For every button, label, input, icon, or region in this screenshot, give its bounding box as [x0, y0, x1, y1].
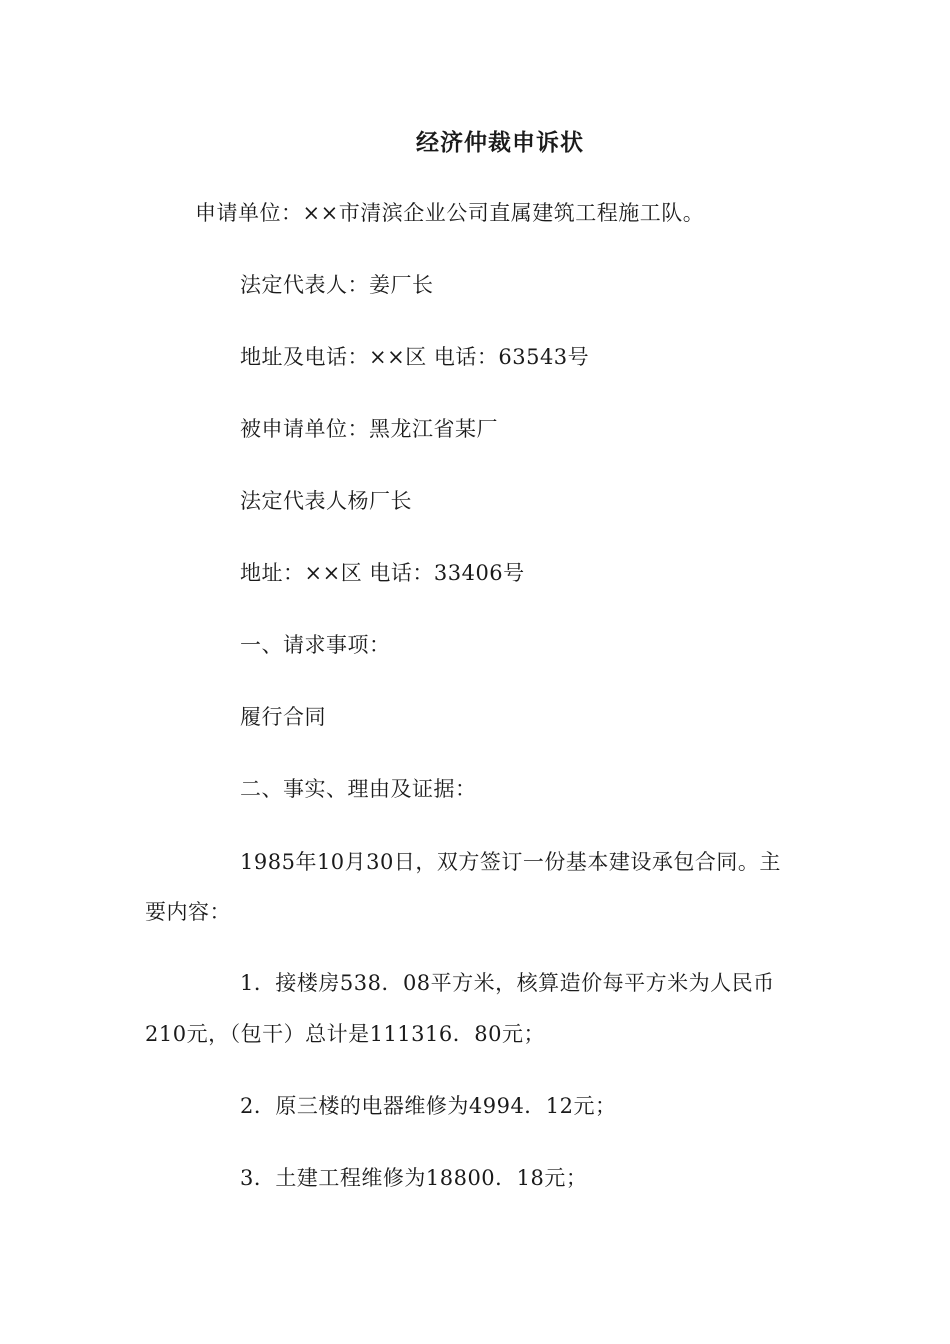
document-title: 经济仲裁申诉状 [416, 130, 584, 156]
item-1-line-2: 210元，（包干）总计是111316．80元； [145, 1022, 545, 1046]
section-1-body: 履行合同 [240, 705, 326, 729]
contract-paragraph-line-1: 1985年10月30日，双方签订一份基本建设承包合同。主 [240, 850, 781, 874]
applicant-line: 申请单位：××市清滨企业公司直属建筑工程施工队。 [195, 201, 705, 225]
applicant-address-line: 地址及电话：××区 电话：63543号 [240, 345, 590, 369]
item-2: 2．原三楼的电器维修为4994．12元； [240, 1094, 617, 1118]
contract-paragraph-line-2: 要内容： [145, 900, 231, 924]
respondent-representative-line: 法定代表人杨厂长 [240, 489, 412, 513]
item-3: 3．土建工程维修为18800．18元； [240, 1166, 588, 1190]
item-1-line-1: 1．接楼房538．08平方米，核算造价每平方米为人民币 [240, 971, 775, 995]
section-2-heading: 二、事实、理由及证据： [240, 777, 477, 801]
applicant-representative-line: 法定代表人：姜厂长 [240, 273, 434, 297]
respondent-address-line: 地址：××区 电话：33406号 [240, 561, 525, 585]
respondent-line: 被申请单位：黑龙江省某厂 [240, 417, 498, 441]
section-1-heading: 一、请求事项： [240, 633, 391, 657]
